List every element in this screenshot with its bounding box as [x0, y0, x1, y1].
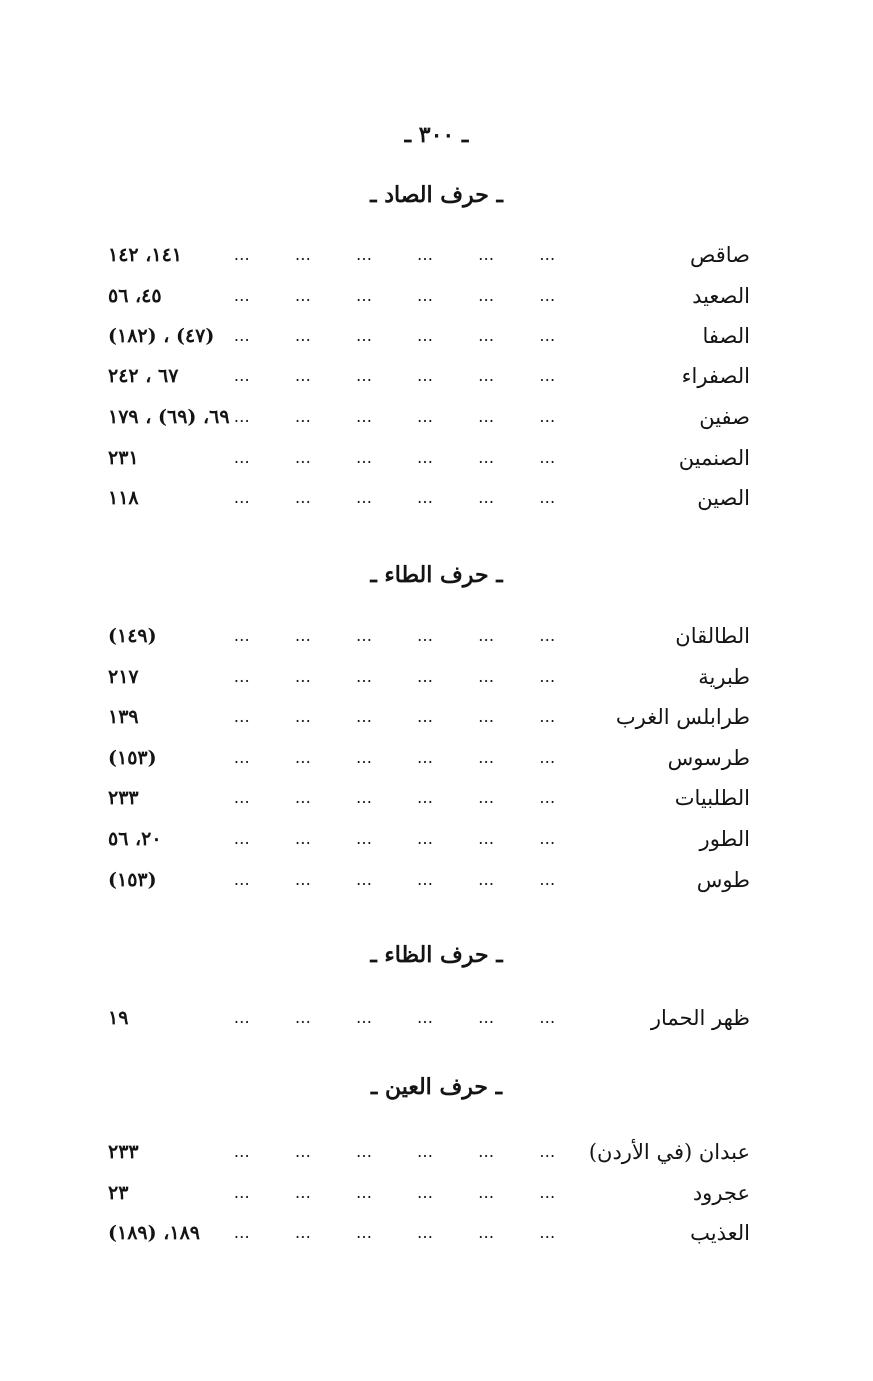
- dot-leader: … … … … … …: [233, 488, 557, 507]
- index-entry: [100, 822, 750, 856]
- index-entry: [100, 441, 750, 475]
- page-references: ٢٣١: [108, 447, 139, 469]
- place-name: الصعيد: [692, 284, 750, 308]
- dot-leader: … … … … … …: [233, 245, 557, 264]
- place-name: الطور: [699, 827, 750, 851]
- place-name: الصنمين: [678, 446, 750, 470]
- index-entry: [100, 359, 750, 393]
- index-entry: [100, 238, 750, 272]
- dot-leader: … … … … … …: [233, 366, 557, 385]
- page-references: ٤٥، ٥٦: [108, 285, 162, 307]
- section-heading-za: ـ حرف الظاء ـ: [370, 942, 503, 968]
- index-entry: [100, 1176, 750, 1210]
- dot-leader: … … … … … …: [233, 748, 557, 767]
- place-name: الصفا: [702, 324, 750, 348]
- page-references: ١١٨: [108, 487, 139, 509]
- index-entry: [100, 741, 750, 775]
- page-references: ٦٩، (٦٩) ، ١٧٩: [108, 406, 230, 428]
- page-references: ٢١٧: [108, 666, 139, 688]
- section-heading-ain: ـ حرف العين ـ: [370, 1074, 503, 1100]
- place-name: الطالقان: [675, 624, 750, 648]
- section-heading-ta: ـ حرف الطاء ـ: [370, 562, 503, 588]
- place-name: طرابلس الغرب: [615, 705, 750, 729]
- page-references: ٢٠، ٥٦: [108, 828, 162, 850]
- page-references: ١٣٩: [108, 706, 139, 728]
- page-references: ٦٧ ، ٢٤٢: [108, 365, 179, 387]
- index-entry: [100, 660, 750, 694]
- place-name: الصفراء: [681, 364, 750, 388]
- dot-leader: … … … … … …: [233, 407, 557, 426]
- dot-leader: … … … … … …: [233, 707, 557, 726]
- place-name: طبرية: [698, 665, 750, 689]
- place-name: طوس: [696, 868, 750, 892]
- index-entry: [100, 700, 750, 734]
- index-entry: [100, 319, 750, 353]
- page-references: ٢٣٣: [108, 787, 139, 809]
- index-entry: [100, 1001, 750, 1035]
- dot-leader: … … … … … …: [233, 1223, 557, 1242]
- index-entry: [100, 279, 750, 313]
- dot-leader: … … … … … …: [233, 667, 557, 686]
- dot-leader: … … … … … …: [233, 448, 557, 467]
- dot-leader: … … … … … …: [233, 1008, 557, 1027]
- index-entry: [100, 400, 750, 434]
- place-name: الصين: [697, 486, 750, 510]
- page-references: (١٤٩): [108, 625, 157, 647]
- index-entry: [100, 619, 750, 653]
- place-name: الطلبيات: [674, 786, 750, 810]
- page-number: ـ ٣٠٠ ـ: [404, 122, 469, 148]
- page-references: ١٤١، ١٤٢: [108, 244, 182, 266]
- page-references: (٤٧) ، (١٨٢): [108, 325, 215, 347]
- place-name: ظهر الحمار: [650, 1006, 750, 1030]
- place-name: عبدان (في الأردن): [588, 1140, 750, 1164]
- place-name: صاقص: [690, 243, 750, 267]
- page-references: ٢٣٣: [108, 1141, 139, 1163]
- page-references: (١٥٣): [108, 869, 157, 891]
- place-name: طرسوس: [667, 746, 750, 770]
- place-name: صفين: [699, 405, 750, 429]
- index-entry: [100, 1135, 750, 1169]
- index-entry: [100, 863, 750, 897]
- index-entry: [100, 481, 750, 515]
- page-references: ٢٣: [108, 1182, 129, 1204]
- dot-leader: … … … … … …: [233, 286, 557, 305]
- place-name: العذيب: [690, 1221, 750, 1245]
- dot-leader: … … … … … …: [233, 1142, 557, 1161]
- dot-leader: … … … … … …: [233, 829, 557, 848]
- place-name: عجرود: [692, 1181, 750, 1205]
- index-entry: [100, 1216, 750, 1250]
- dot-leader: … … … … … …: [233, 870, 557, 889]
- page-references: ١٩: [108, 1007, 129, 1029]
- page-references: (١٥٣): [108, 747, 157, 769]
- page-references: ١٨٩، (١٨٩): [108, 1222, 200, 1244]
- dot-leader: … … … … … …: [233, 326, 557, 345]
- index-entry: [100, 781, 750, 815]
- dot-leader: … … … … … …: [233, 1183, 557, 1202]
- dot-leader: … … … … … …: [233, 788, 557, 807]
- dot-leader: … … … … … …: [233, 626, 557, 645]
- section-heading-sad: ـ حرف الصاد ـ: [370, 182, 503, 208]
